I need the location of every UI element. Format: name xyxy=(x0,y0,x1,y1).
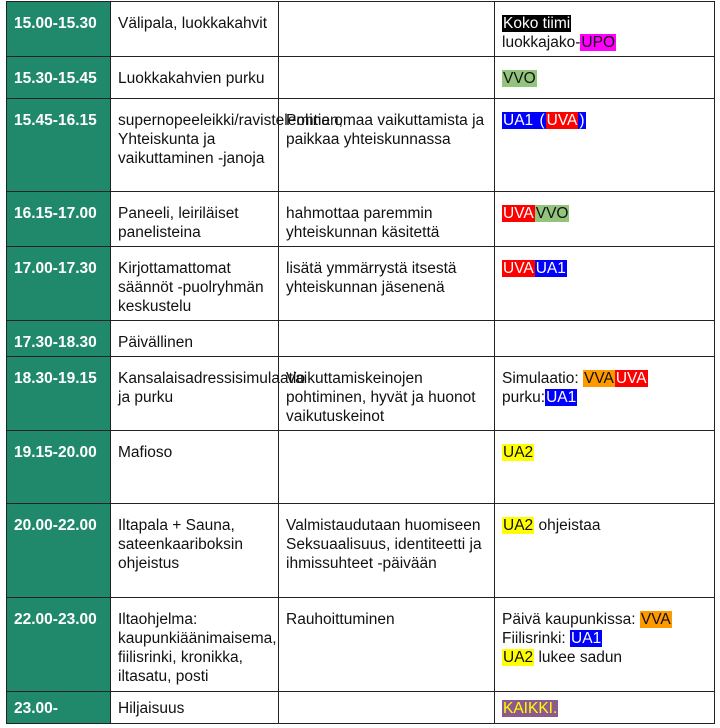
staff-tag: VVO xyxy=(503,70,536,87)
staff-tag: UA1 xyxy=(535,260,566,277)
activity-cell: Päivällinen xyxy=(111,321,279,357)
staff-line xyxy=(502,648,706,667)
staff-tag: VVA xyxy=(640,611,671,628)
goal-cell: Valmistaudutaan huomiseen Seksuaalisuus, identiteetti ja ihmissuhteet -päivään xyxy=(279,504,495,598)
staff-line xyxy=(502,111,706,130)
staff-line xyxy=(502,443,706,462)
staff-cell xyxy=(495,247,715,321)
table-row xyxy=(7,598,715,692)
table-row xyxy=(7,192,715,247)
activity-cell: Iltaohjelma: kaupunkiäänimaisema, fiilisrinki, kronikka, iltasatu, posti xyxy=(111,598,279,692)
time-cell: 20.00-22.00 xyxy=(7,504,111,598)
goal-cell: Pohtia omaa vaikuttamista ja paikkaa yhteiskunnassa xyxy=(279,99,495,192)
time-cell: 15.30-15.45 xyxy=(7,57,111,99)
staff-tag: UVA xyxy=(615,370,647,387)
time-cell: 18.30-19.15 xyxy=(7,357,111,431)
staff-cell xyxy=(495,321,715,357)
staff-tag: UPO xyxy=(581,34,615,51)
staff-tag: UA1 xyxy=(571,630,602,647)
goal-cell xyxy=(279,57,495,99)
activity-cell: Luokkakahvien purku xyxy=(111,57,279,99)
staff-tag: KAIKKI. xyxy=(503,700,558,717)
time-cell: 22.00-23.00 xyxy=(7,598,111,692)
staff-text: lukee sadun xyxy=(534,649,623,666)
time-cell: 17.30-18.30 xyxy=(7,321,111,357)
goal-cell xyxy=(279,431,495,504)
staff-tag: Koko tiimi xyxy=(503,15,571,32)
goal-cell: Vaikuttamiskeinojen pohtiminen, hyvät ja huonot vaikutuskeinot xyxy=(279,357,495,431)
table-row xyxy=(7,504,715,598)
schedule-table xyxy=(6,1,715,724)
table-row xyxy=(7,431,715,504)
staff-line xyxy=(502,69,706,88)
table-row xyxy=(7,321,715,357)
time-cell: 19.15-20.00 xyxy=(7,431,111,504)
staff-line xyxy=(502,388,706,407)
staff-cell xyxy=(495,2,715,57)
time-cell: 16.15-17.00 xyxy=(7,192,111,247)
activity-cell: Paneeli, leiriläiset panelisteina xyxy=(111,192,279,247)
staff-cell xyxy=(495,57,715,99)
staff-text: Fiilisrinki: xyxy=(502,630,571,647)
table-row xyxy=(7,247,715,321)
staff-text: Simulaatio: xyxy=(502,370,583,387)
staff-text: luokkajako- xyxy=(502,34,581,51)
staff-text: ohjeistaa xyxy=(534,517,601,534)
table-row xyxy=(7,99,715,192)
staff-line xyxy=(502,699,706,718)
staff-tag: UA2 xyxy=(503,649,534,666)
staff-tag: UVA xyxy=(503,260,534,277)
staff-tag: ) xyxy=(579,112,585,129)
activity-cell: Mafioso xyxy=(111,431,279,504)
time-cell: 23.00- xyxy=(7,692,111,724)
table-row xyxy=(7,57,715,99)
table-row xyxy=(7,357,715,431)
staff-cell xyxy=(495,598,715,692)
staff-cell xyxy=(495,357,715,431)
goal-cell: Rauhoittuminen xyxy=(279,598,495,692)
staff-line xyxy=(502,14,706,33)
staff-cell xyxy=(495,99,715,192)
activity-cell: Kirjottamattomat säännöt -puolryhmän keskustelu xyxy=(111,247,279,321)
time-cell: 15.45-16.15 xyxy=(7,99,111,192)
time-cell: 15.00-15.30 xyxy=(7,2,111,57)
staff-line xyxy=(502,369,706,388)
activity-cell: Välipala, luokkakahvit xyxy=(111,2,279,57)
staff-tag: UVA xyxy=(546,112,578,129)
staff-line xyxy=(502,629,706,648)
staff-tag: VVO xyxy=(535,205,569,222)
staff-line xyxy=(502,33,706,52)
staff-cell xyxy=(495,692,715,724)
staff-tag: UA1 xyxy=(546,389,577,406)
staff-line xyxy=(502,204,706,223)
staff-tag: UA1 xyxy=(503,112,534,129)
time-cell: 17.00-17.30 xyxy=(7,247,111,321)
activity-cell: Hiljaisuus xyxy=(111,692,279,724)
staff-cell xyxy=(495,431,715,504)
staff-cell xyxy=(495,192,715,247)
goal-cell xyxy=(279,321,495,357)
staff-tag: UA2 xyxy=(503,517,534,534)
staff-line xyxy=(502,259,706,278)
staff-tag: ( xyxy=(535,112,545,129)
staff-text: Päivä kaupunkissa: xyxy=(502,611,640,628)
staff-text: purku: xyxy=(502,389,546,406)
table-row xyxy=(7,2,715,57)
staff-cell xyxy=(495,504,715,598)
staff-tag: VVA xyxy=(583,370,614,387)
activity-cell: Iltapala + Sauna, sateenkaariboksin ohjeistus xyxy=(111,504,279,598)
goal-cell xyxy=(279,2,495,57)
table-row xyxy=(7,692,715,724)
staff-line xyxy=(502,610,706,629)
goal-cell: lisätä ymmärrystä itsestä yhteiskunnan jäsenenä xyxy=(279,247,495,321)
staff-tag: UVA xyxy=(503,205,534,222)
activity-cell: Kansalaisadressisimulaatio ja purku xyxy=(111,357,279,431)
staff-line xyxy=(502,516,706,535)
activity-cell: supernopeeleikki/ravisteleminen, Yhteiskunta ja vaikuttaminen -janoja xyxy=(111,99,279,192)
goal-cell xyxy=(279,692,495,724)
goal-cell: hahmottaa paremmin yhteiskunnan käsitettä xyxy=(279,192,495,247)
staff-tag: UA2 xyxy=(503,444,534,461)
